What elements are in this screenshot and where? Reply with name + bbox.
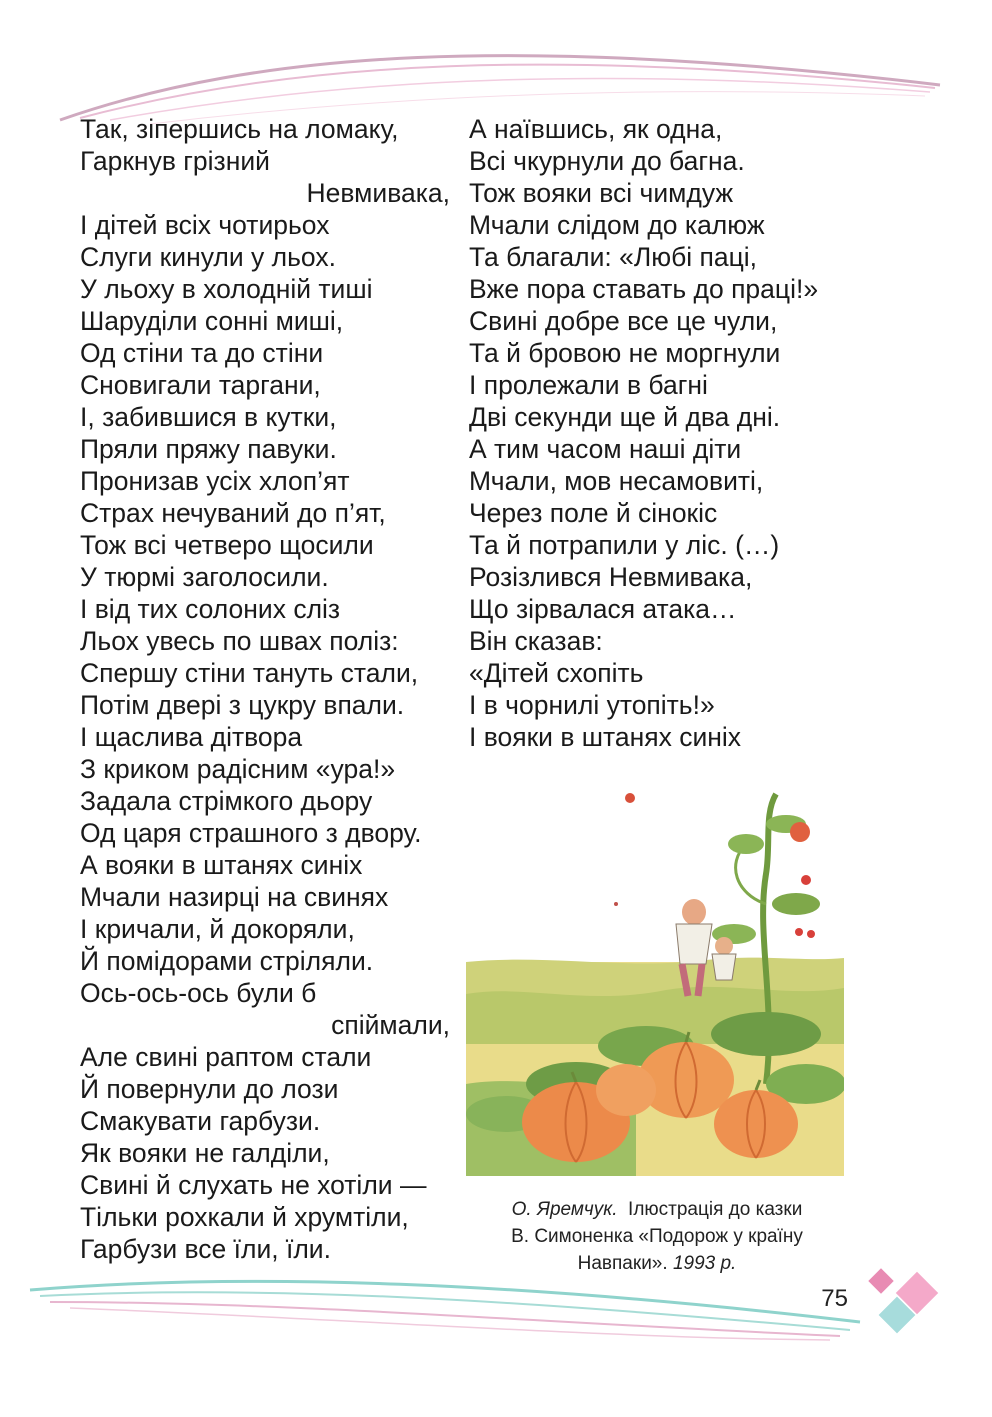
poem-line: Тож вояки всі чимдуж [469,178,734,208]
poem-line: Дві секунди ще й два дні. [469,402,781,432]
caption-line-1 [462,1196,852,1223]
poem-line: І, забившися в кутки, [80,402,337,432]
poem-line: Пронизав усіх хлоп’ят [80,466,350,496]
poem-line: Задала стрімкого дьору [80,786,373,816]
poem-line: Смакувати гарбузи. [80,1106,321,1136]
caption-line-3 [462,1250,852,1277]
poem-line: А наївшись, як одна, [469,114,723,144]
poem-line: «Дітей схопіть [469,658,644,688]
poem-line: З криком радісним «ура!» [80,754,396,784]
poem-line: Мчали назирці на свинях [80,882,389,912]
poem-line: Од стіни та до стіни [80,338,324,368]
poem-line: А вояки в штанях синіх [80,850,363,880]
page-number: 75 [821,1285,848,1312]
corner-diamonds-decoration [862,1262,952,1342]
poem-line: Пряли пряжу павуки. [80,434,337,464]
poem-line: І пролежали в багні [469,370,708,400]
poem-line: Ось-ось-ось були б [80,978,317,1008]
poem-line: Сновигали таргани, [80,370,321,400]
poem-line: Потім двері з цукру впали. [80,690,405,720]
caption-year: 1993 р. [672,1253,737,1274]
poem-line: У льоху в холодній тиші [80,274,373,304]
poem-line: І в чорнилі утопіть!» [469,690,715,720]
poem-line: Невмивака, [306,178,450,208]
poem-line: Од царя страшного з двору. [80,818,422,848]
poem-line: Та й бровою не моргнули [469,338,781,368]
caption-author: О. Яремчук. [511,1199,618,1220]
caption-text-1: Ілюстрація до казки [628,1199,803,1220]
poem-line: Через поле й сінокіс [469,498,718,528]
poem-line: І дітей всіх чотирьох [80,210,330,240]
poem-line: Страх нечуваний до п’ят, [80,498,386,528]
poem-line: Та благали: «Любі паці, [469,242,758,272]
poem-line: Й повернули до лози [80,1074,339,1104]
poem-line: Свині добре все це чули, [469,306,778,336]
poem-line: Гаркнув грізний [80,146,270,176]
poem-line: Він сказав: [469,626,603,656]
poem-line: Та й потрапили у ліс. (…) [469,530,780,560]
poem-line: Так, зіпершись на ломаку, [80,114,399,144]
caption-text-3: Навпаки». [577,1253,668,1274]
poem-line: Тож всі четверо щосили [80,530,374,560]
poem-line: Льох увесь по швах поліз: [80,626,399,656]
poem-line: спіймали, [331,1010,450,1040]
poem-line: Як вояки не галділи, [80,1138,330,1168]
poem-line: Слуги кинули у льох. [80,242,336,272]
poem-line: І щаслива дітвора [80,722,303,752]
poem-line: Вже пора ставать до праці!» [469,274,819,304]
poem-line: А тим часом наші діти [469,434,742,464]
poem-left-column [80,113,450,1265]
poem-line: У тюрмі заголосили. [80,562,329,592]
poem-right-column [469,113,869,753]
poem-line: Але свині раптом стали [80,1042,372,1072]
poem-line: Мчали, мов несамовиті, [469,466,764,496]
poem-line: І вояки в штанях синіх [469,722,742,752]
pumpkin-field-illustration [466,784,844,1176]
poem-line: Й помідорами стріляли. [80,946,374,976]
poem-line: Всі чкурнули до багна. [469,146,745,176]
poem-line: Тільки рохкали й хрумтіли, [80,1202,409,1232]
caption-line-2 [462,1223,852,1250]
illustration-caption [462,1196,852,1277]
poem-line: Розізлився Невмивака, [469,562,753,592]
poem-line: Спершу стіни тануть стали, [80,658,419,688]
poem-line: Свині й слухать не хотіли — [80,1170,427,1200]
caption-text-2: В. Симоненка «Подорож у країну [511,1226,803,1247]
poem-line: І від тих солоних сліз [80,594,341,624]
poem-line: І кричали, й докоряли, [80,914,355,944]
poem-line: Шаруділи сонні миші, [80,306,344,336]
poem-line: Гарбузи все їли, їли. [80,1234,331,1264]
poem-line: Що зірвалася атака… [469,594,737,624]
poem-line: Мчали слідом до калюж [469,210,765,240]
